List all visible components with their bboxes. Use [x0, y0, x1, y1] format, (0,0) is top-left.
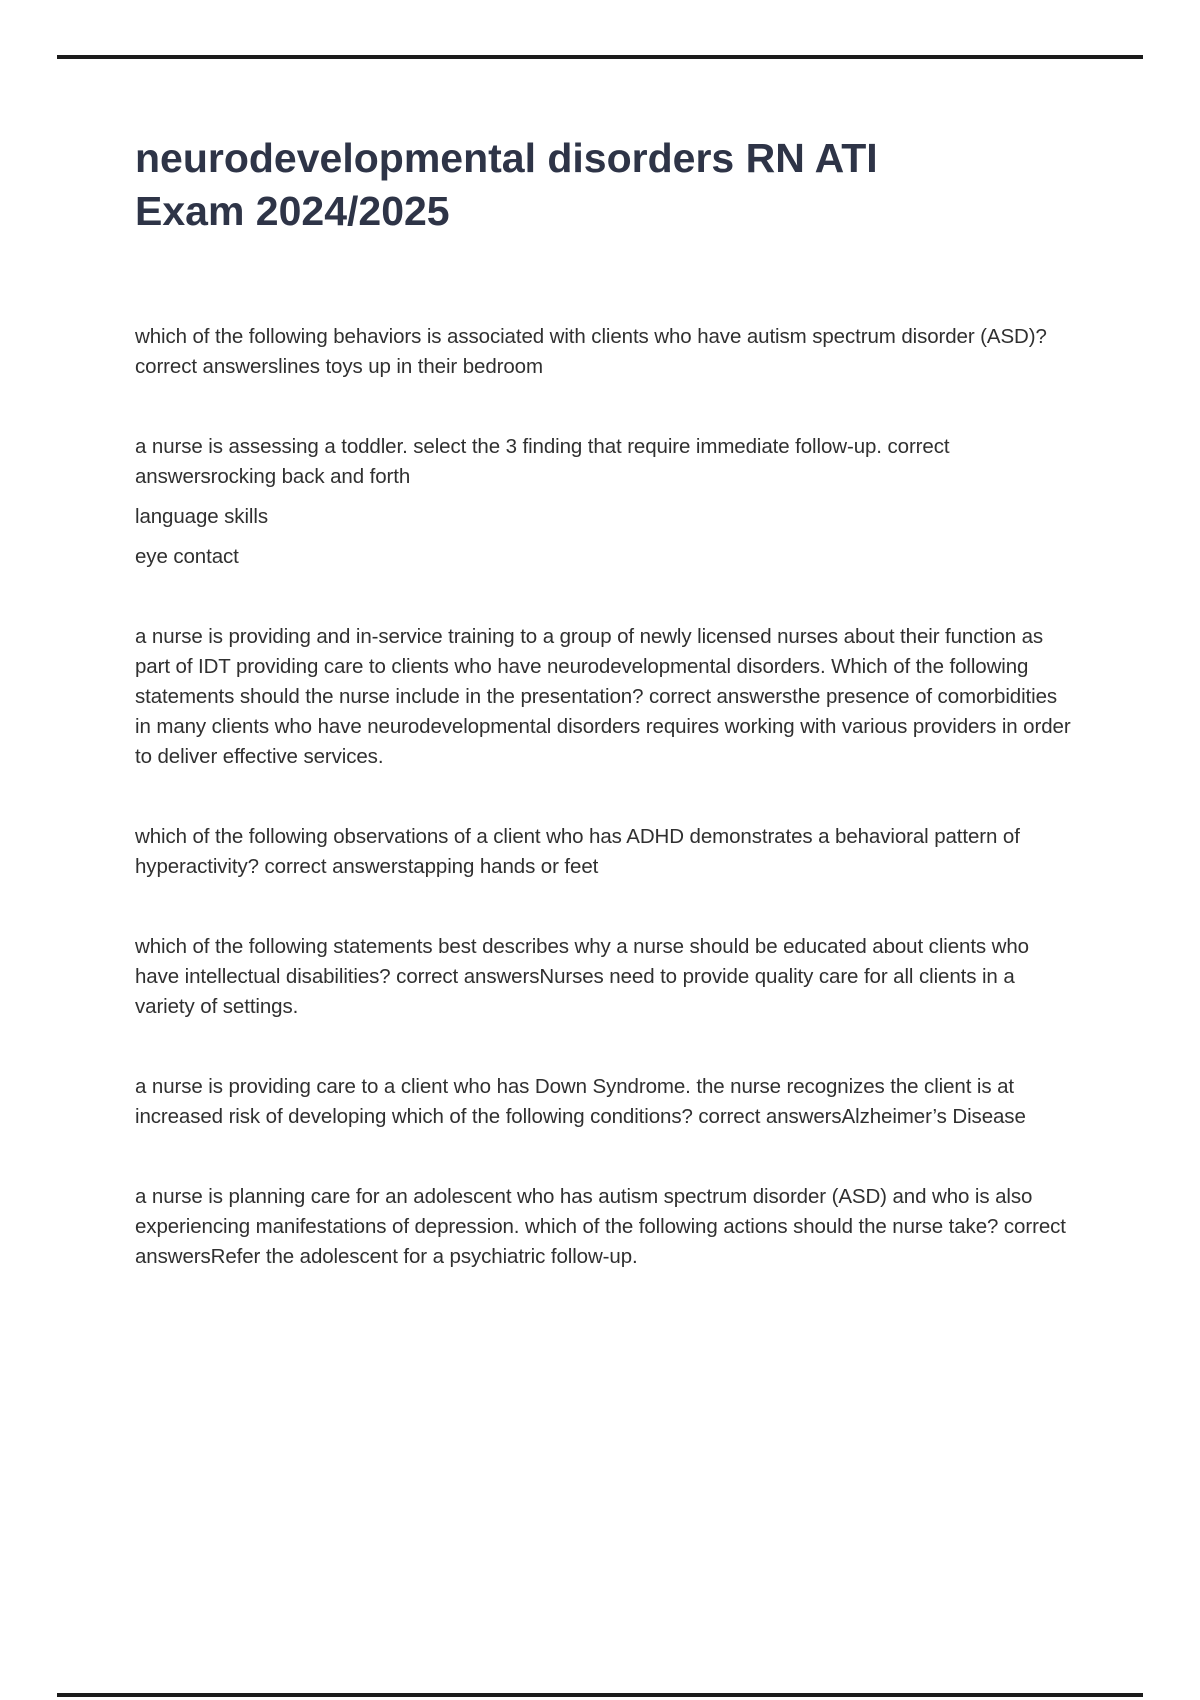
page-title-line-1: neurodevelopmental disorders RN ATI [135, 135, 878, 181]
qa-group [135, 322, 1075, 382]
page-title [135, 132, 1075, 238]
qa-paragraph: a nurse is providing and in-service training to a group of newly licensed nurses about their function as part of IDT providing care to clients who have neurodevelopmental disorders. Which of the following statements should the nurse include in the presentation? correct answersthe presence of comorbidities in many clients who have neurodevelopmental disorders requires working with various providers in order to deliver effective services. [135, 625, 1071, 768]
qa-paragraph: which of the following observations of a client who has ADHD demonstrates a behavioral pattern of hyperactivity? correct answerstapping hands or feet [135, 825, 1020, 878]
qa-paragraph: a nurse is providing care to a client who has Down Syndrome. the nurse recognizes the client is at increased risk of developing which of the following conditions? correct answersAlzheimer’s Disease [135, 1075, 1026, 1128]
qa-paragraph: which of the following behaviors is associated with clients who have autism spectrum disorder (ASD)? correct answerslines toys up in their bedroom [135, 325, 1047, 378]
qa-paragraph: a nurse is planning care for an adolescent who has autism spectrum disorder (ASD) and who is also experiencing manifestations of depression. which of the following actions should the nurse take? correct answersRefer the adolescent for a psychiatric follow-up. [135, 1185, 1066, 1268]
qa-list [135, 322, 1075, 1272]
qa-group [135, 1072, 1075, 1132]
qa-paragraph: language skills [135, 505, 268, 528]
bottom-divider [57, 1693, 1143, 1697]
page-title-line-2: Exam 2024/2025 [135, 188, 450, 234]
page-content [135, 0, 1075, 1322]
qa-group [135, 822, 1075, 882]
qa-group [135, 622, 1075, 772]
qa-paragraph: which of the following statements best describes why a nurse should be educated about clients who have intellectual disabilities? correct answersNurses need to provide quality care for all clients in a variety of settings. [135, 935, 1029, 1018]
qa-group [135, 1182, 1075, 1272]
qa-group [135, 932, 1075, 1022]
qa-paragraph: eye contact [135, 545, 239, 568]
qa-group [135, 432, 1075, 572]
qa-paragraph: a nurse is assessing a toddler. select the 3 finding that require immediate follow-up. correct answersrocking back and forth [135, 435, 950, 488]
